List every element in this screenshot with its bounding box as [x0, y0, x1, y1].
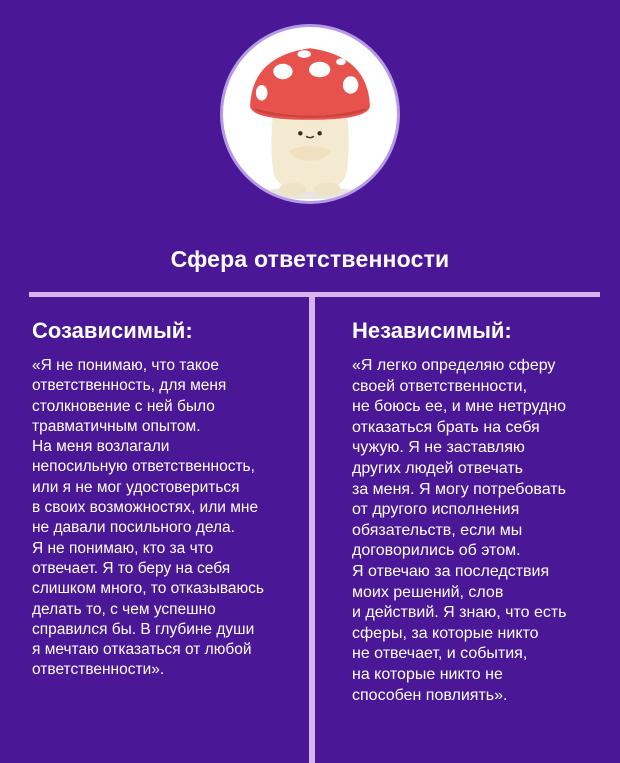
- codependent-column: [32, 318, 294, 681]
- vertical-divider: [309, 292, 315, 763]
- codependent-heading: Созависимый:: [32, 318, 193, 343]
- mushroom-plush-image: [220, 24, 400, 204]
- independent-heading: Независимый:: [352, 318, 512, 343]
- mushroom-icon: [223, 27, 397, 201]
- codependent-text: «Я не понимаю, что такое ответственность, для меня столкновение с ней было травматичным опытом. На меня возлагали непосильную ответственность, или я не мог удостовериться в своих возможностях, или мне не давали посильного дела. Я не понимаю, кто за что отвечает. Я то беру на себя слишком много, то отказываюсь делать то, с чем успешно справился бы. В глубине души я мечтаю отказаться от любой ответственности».: [32, 357, 264, 679]
- independent-column: [352, 318, 610, 706]
- independent-text: «Я легко определяю сферу своей ответственности, не боюсь ее, и мне нетрудно отказаться брать на себя чужую. Я не заставляю других людей отвечать за меня. Я могу потребовать от другого исполнения обязательств, если мы договорились об этом. Я отвечаю за последствия моих решений, слов и действий. Я знаю, что есть сферы, за которые никто не отвечает, и события, на которые никто не способен повлиять».: [352, 357, 567, 704]
- page-title: Сфера ответственности: [170, 246, 450, 272]
